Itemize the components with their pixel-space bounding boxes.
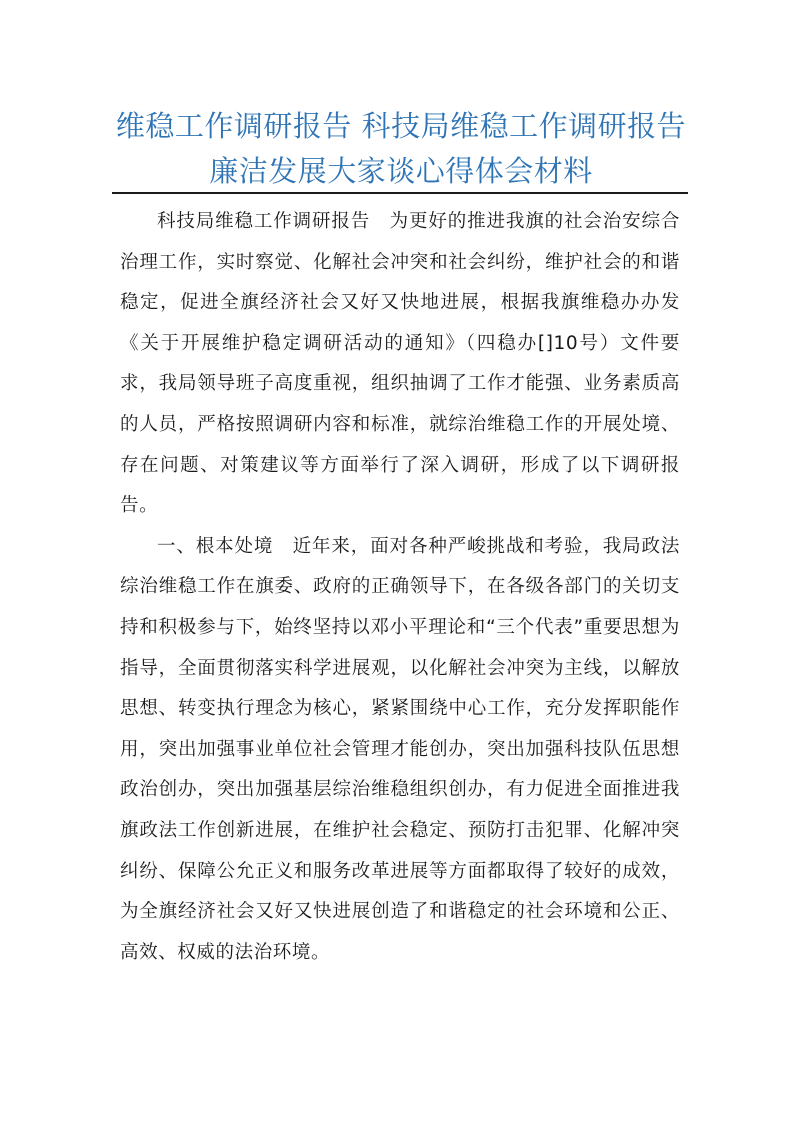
title-divider xyxy=(112,192,688,194)
paragraph-intro: 科技局维稳工作调研报告 为更好的推进我旗的社会治安综合治理工作，实时察觉、化解社会冲突和社会纠纷，维护社会的和谐稳定，促进全旗经济社会又好又快地进展，根据我旗维稳办办发《关于开展维护稳定调研活动的通知》（四稳办[]10号）文件要求，我局领导班子高度重视，组织抽调了工作才能强、业务素质高的人员，严格按照调研内容和标准，就综治维稳工作的开展处境、存在问题、对策建议等方面举行了深入调研，形成了以下调研报告。 xyxy=(120,211,680,517)
paragraph-basic-situation: 一、根本处境 近年来，面对各种严峻挑战和考验，我局政法综治维稳工作在旗委、政府的正确领导下，在各级各部门的关切支持和积极参与下，始终坚持以邓小平理论和“三个代表”重要思想为指导，全面贯彻落实科学进展观，以化解社会冲突为主线，以解放思想、转变执行理念为核心，紧紧围绕中心工作，充分发挥职能作用，突出加强事业单位社会管理才能创办，突出加强科技队伍思想政治创办，突出加强基层综治维稳组织创办，有力促进全面推进我旗政法工作创新进展，在维护社会稳定、预防打击犯罪、化解冲突纠纷、保障公允正义和服务改革进展等方面都取得了较好的成效，为全旗经济社会又好又快进展创造了和谐稳定的社会环境和公正、高效、权威的法治环境。 xyxy=(120,535,680,963)
document-body xyxy=(120,202,680,973)
document-title: 维稳工作调研报告 科技局维稳工作调研报告廉洁发展大家谈心得体会材料 xyxy=(115,109,687,188)
